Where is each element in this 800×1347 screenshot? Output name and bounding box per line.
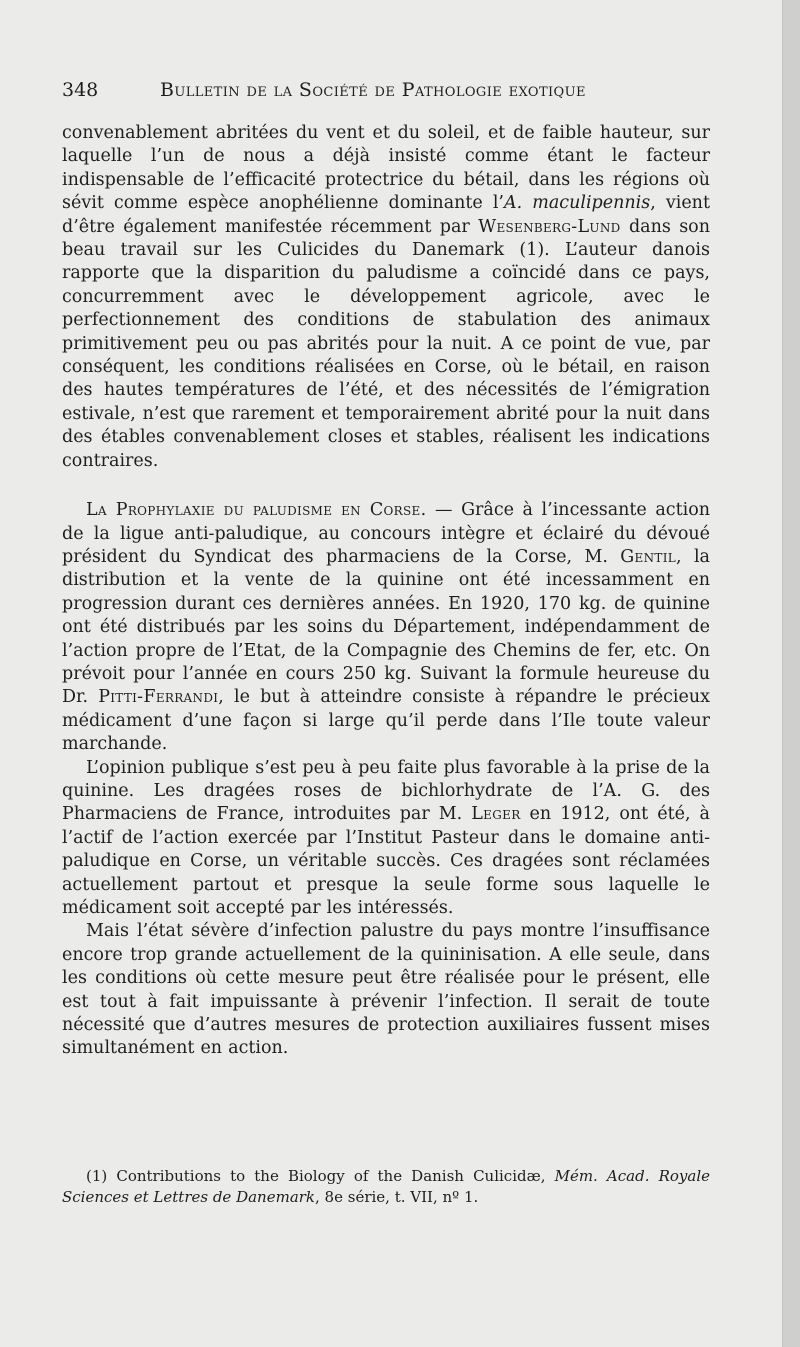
article-body	[62, 122, 710, 1061]
author-name: Wesenberg-Lund	[478, 216, 621, 237]
section-title: La Prophylaxie du paludisme en Corse.	[86, 500, 427, 521]
paragraph-prophylaxis	[62, 499, 710, 756]
paragraph-text: — Grâce à l’incessante action de la ligue anti-paludique, au concours intègre et éclairé du dévoué président du Syndicat des pharmaciens de la Corse, M.	[62, 500, 711, 567]
footnote-text	[62, 1166, 710, 1208]
paragraph-text: convenablement abritées du vent et du soleil, et de faible hauteur, sur laquelle l’un de nous a déjà insisté comme étant le facteur indispensable de l’efficacité protectrice du bétail, dans les régions où sévit comme espèce anophélienne dominante l’	[62, 123, 710, 214]
paragraph-text: Mais l’état sévère d’infection palustre du pays montre l’insuffisance encore trop grande actuellement de la quininisation. A elle seule, dans les conditions où cette mesure peut être réalisée pour le présent, elle est tout à fait impuissante à prévenir l’infection. Il serait de toute nécessité que d’autres mesures de protection auxiliaires fussent mises simultanément en action.	[62, 921, 710, 1059]
paragraph-text: dans son beau travail sur les Culicides du Danemark (1). L’auteur danois rapporte que la disparition du paludisme a coïncidé dans ce pays, concurremment avec le développement agricole, avec le perfectionnement des conditions de stabulation des animaux primitivement peu ou pas abrités pour la nuit. A ce point de vue, par conséquent, les conditions réalisées en Corse, où le bétail, en raison des hautes températures de l’été, et des nécessités de l’émigration estivale, n’est que rarement et temporairement abrité pour la nuit dans des étables convenablement closes et stables, réalisent les indications contraires.	[62, 216, 710, 471]
footnote-detail: , 8e série, t. VII, nº 1.	[315, 1188, 479, 1206]
paragraph-text: , la distribution et la vente de la quinine ont été incessamment en progression durant ces dernières années. En 1920, 170 kg. de quinine ont été distribués par les soins du Département, indépendamment de l’action propre de l’Etat, de la Compagnie des Chemins de fer, etc. On prévoit pour l’année en cours 250 kg. Suivant la formule heureuse du Dr.	[62, 546, 710, 708]
running-title: Bulletin de la Société de Pathologie exotique	[160, 79, 586, 101]
paragraph-quininisation	[62, 920, 710, 1060]
paragraph-cattle-protection	[62, 122, 710, 473]
paragraph-public-opinion	[62, 757, 710, 921]
paragraph-text: , le but à atteindre consiste à répandre le précieux médicament d’une façon si large qu’il perde dans l’Ile toute valeur marchande.	[62, 687, 710, 755]
species-name: A. maculipennis	[504, 193, 651, 214]
person-name: Pitti-Ferrandi	[98, 687, 219, 708]
paragraph-text: , vient d’être également manifestée récemment par	[62, 193, 710, 237]
footnote-source: Mém. Acad. Royale Sciences et Lettres de Danemark	[62, 1167, 711, 1206]
footnote-reference: (1) Contributions to the Biology of the Danish Culicidæ,	[86, 1167, 555, 1185]
person-name: Leger	[471, 804, 521, 825]
footnote	[62, 1166, 710, 1208]
page-number: 348	[62, 79, 99, 101]
page-edge	[782, 0, 800, 1347]
paragraph-text: L’opinion publique s’est peu à peu faite plus favorable à la prise de la quinine. Les dragées roses de bichlorhydrate de l’A. G. des Pharmaciens de France, introduites par M.	[62, 757, 710, 825]
person-name: Gentil	[620, 546, 677, 567]
paragraph-text: en 1912, ont été, à l’actif de l’action exercée par l’Institut Pasteur dans le domaine anti-paludique en Corse, un véritable succès. Ces dragées sont réclamées actuellement partout et presque la seule forme sous laquelle le médicament soit accepté par les intéressés.	[62, 804, 710, 918]
